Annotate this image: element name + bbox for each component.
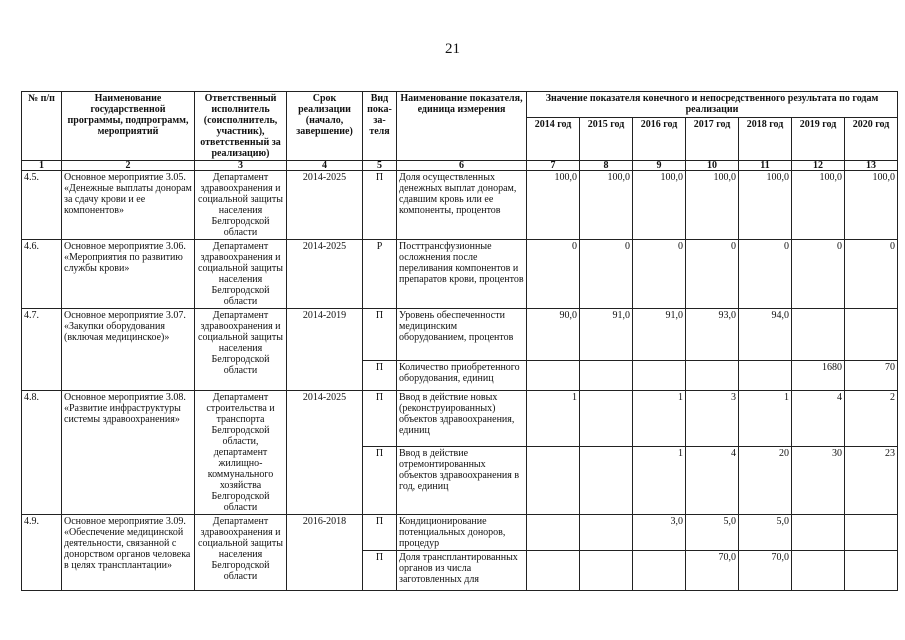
row-number: 4.6.: [22, 240, 62, 309]
executor-name: Департамент здравоохранения и социальной защиты населения Белгородской области: [195, 171, 287, 240]
activity-name: Основное мероприятие 3.09. «Обеспечение медицинской деятельности, связанной с донорством органов человека в целях трансплантации»: [62, 515, 195, 591]
indicator-value: 100,0: [527, 171, 580, 240]
indicator-value: [527, 361, 580, 391]
indicator-name: Ввод в действие отремонтированных объектов здравоохранения в год, единиц: [397, 446, 527, 514]
indicator-value: 0: [739, 240, 792, 309]
header-executor: Ответственный исполнитель (соисполнитель, участник), ответственный за реализацию): [195, 92, 287, 161]
indicator-kind: П: [363, 391, 397, 447]
executor-name: Департамент здравоохранения и социальной защиты населения Белгородской области: [195, 515, 287, 591]
column-number: 11: [739, 161, 792, 171]
indicator-value: [580, 391, 633, 447]
header-values-group: Значение показателя конечного и непосредственного результата по годам реализации: [527, 92, 898, 118]
column-number: 3: [195, 161, 287, 171]
indicator-value: 91,0: [633, 309, 686, 361]
indicator-value: 1: [527, 391, 580, 447]
row-number: 4.5.: [22, 171, 62, 240]
executor-name: Департамент строительства и транспорта Белгородской области, департамент жилищно-коммунального хозяйства Белгородской области: [195, 391, 287, 515]
column-number: 4: [287, 161, 363, 171]
indicator-kind: П: [363, 361, 397, 391]
column-number: 6: [397, 161, 527, 171]
activity-name: Основное мероприятие 3.05. «Денежные выплаты донорам за сдачу крови и ее компонентов»: [62, 171, 195, 240]
row-number: 4.8.: [22, 391, 62, 515]
header-indicator-name: Наименование показателя, единица измерения: [397, 92, 527, 161]
indicator-value: 3,0: [633, 515, 686, 551]
indicator-value: 3: [686, 391, 739, 447]
executor-name: Департамент здравоохранения и социальной защиты населения Белгородской области: [195, 309, 287, 391]
indicator-value: 1: [633, 391, 686, 447]
indicator-name: Доля осуществленных денежных выплат донорам, сдавшим кровь или ее компоненты, процентов: [397, 171, 527, 240]
activity-name: Основное мероприятие 3.07. «Закупки оборудования (включая медицинское)»: [62, 309, 195, 391]
column-number-row: [22, 161, 898, 171]
table-row: [22, 240, 898, 309]
indicator-value: 90,0: [527, 309, 580, 361]
indicator-value: [527, 515, 580, 551]
header-term: Срок реализации (начало, завершение): [287, 92, 363, 161]
indicator-value: 100,0: [686, 171, 739, 240]
indicator-value: 70,0: [739, 551, 792, 591]
indicator-value: 30: [792, 446, 845, 514]
header-year: 2017 год: [686, 118, 739, 161]
indicator-value: 0: [686, 240, 739, 309]
indicator-name: Доля трансплантированных органов из числа заготовленных для: [397, 551, 527, 591]
indicator-value: [792, 551, 845, 591]
header-year: 2020 год: [845, 118, 898, 161]
row-number: 4.9.: [22, 515, 62, 591]
indicator-value: 100,0: [580, 171, 633, 240]
indicator-value: [739, 361, 792, 391]
indicator-value: 100,0: [792, 171, 845, 240]
header-year: 2016 год: [633, 118, 686, 161]
indicator-value: 70: [845, 361, 898, 391]
indicator-value: 4: [792, 391, 845, 447]
indicator-value: 2: [845, 391, 898, 447]
term: 2014-2025: [287, 171, 363, 240]
indicator-value: [845, 309, 898, 361]
table-row: [22, 515, 898, 551]
indicator-value: [580, 361, 633, 391]
indicator-name: Посттрансфузионные осложнения после переливания компонентов и препаратов крови, процентов: [397, 240, 527, 309]
column-number: 7: [527, 161, 580, 171]
indicator-kind: Р: [363, 240, 397, 309]
indicator-value: [686, 361, 739, 391]
indicator-value: 0: [845, 240, 898, 309]
indicator-value: 23: [845, 446, 898, 514]
indicator-value: [845, 515, 898, 551]
indicator-value: 94,0: [739, 309, 792, 361]
indicator-name: Уровень обеспеченности медицинским оборудованием, процентов: [397, 309, 527, 361]
results-table: [21, 91, 898, 591]
indicator-value: 20: [739, 446, 792, 514]
indicator-value: 5,0: [739, 515, 792, 551]
indicator-value: 100,0: [739, 171, 792, 240]
indicator-value: [633, 361, 686, 391]
indicator-value: 0: [792, 240, 845, 309]
executor-name: Департамент здравоохранения и социальной защиты населения Белгородской области: [195, 240, 287, 309]
indicator-value: [527, 446, 580, 514]
header-year: 2014 год: [527, 118, 580, 161]
indicator-name: Ввод в действие новых (реконструированных) объектов здравоохранения, единиц: [397, 391, 527, 447]
indicator-value: [792, 515, 845, 551]
indicator-value: [580, 515, 633, 551]
column-number: 1: [22, 161, 62, 171]
indicator-value: [580, 551, 633, 591]
term: 2016-2018: [287, 515, 363, 591]
indicator-value: 5,0: [686, 515, 739, 551]
indicator-value: 0: [580, 240, 633, 309]
indicator-kind: П: [363, 171, 397, 240]
indicator-value: [633, 551, 686, 591]
term: 2014-2025: [287, 240, 363, 309]
indicator-kind: П: [363, 309, 397, 361]
column-number: 12: [792, 161, 845, 171]
column-number: 8: [580, 161, 633, 171]
indicator-value: 1: [633, 446, 686, 514]
row-number: 4.7.: [22, 309, 62, 391]
indicator-value: 70,0: [686, 551, 739, 591]
page-number: 21: [445, 41, 460, 57]
column-number: 2: [62, 161, 195, 171]
indicator-value: 100,0: [633, 171, 686, 240]
indicator-value: [580, 446, 633, 514]
header-row: [22, 92, 898, 118]
indicator-value: [845, 551, 898, 591]
table-row: [22, 171, 898, 240]
indicator-value: [792, 309, 845, 361]
indicator-value: 100,0: [845, 171, 898, 240]
header-name: Наименование государственной программы, подпрограмм, мероприятий: [62, 92, 195, 161]
indicator-value: 4: [686, 446, 739, 514]
term: 2014-2025: [287, 391, 363, 515]
column-number: 9: [633, 161, 686, 171]
header-year: 2015 год: [580, 118, 633, 161]
column-number: 13: [845, 161, 898, 171]
term: 2014-2019: [287, 309, 363, 391]
table-row: [22, 391, 898, 447]
indicator-value: 1: [739, 391, 792, 447]
indicator-value: [527, 551, 580, 591]
header-num: № п/п: [22, 92, 62, 161]
indicator-value: 0: [527, 240, 580, 309]
indicator-kind: П: [363, 551, 397, 591]
header-indicator-kind: Вид пока-за-теля: [363, 92, 397, 161]
header-year: 2019 год: [792, 118, 845, 161]
indicator-value: 91,0: [580, 309, 633, 361]
indicator-value: 1680: [792, 361, 845, 391]
indicator-kind: П: [363, 515, 397, 551]
indicator-name: Кондиционирование потенциальных доноров, процедур: [397, 515, 527, 551]
indicator-value: 0: [633, 240, 686, 309]
indicator-name: Количество приобретенного оборудования, единиц: [397, 361, 527, 391]
column-number: 5: [363, 161, 397, 171]
table-row: [22, 309, 898, 361]
indicator-kind: П: [363, 446, 397, 514]
activity-name: Основное мероприятие 3.06. «Мероприятия по развитию службы крови»: [62, 240, 195, 309]
header-year: 2018 год: [739, 118, 792, 161]
column-number: 10: [686, 161, 739, 171]
activity-name: Основное мероприятие 3.08. «Развитие инфраструктуры системы здравоохранения»: [62, 391, 195, 515]
indicator-value: 93,0: [686, 309, 739, 361]
